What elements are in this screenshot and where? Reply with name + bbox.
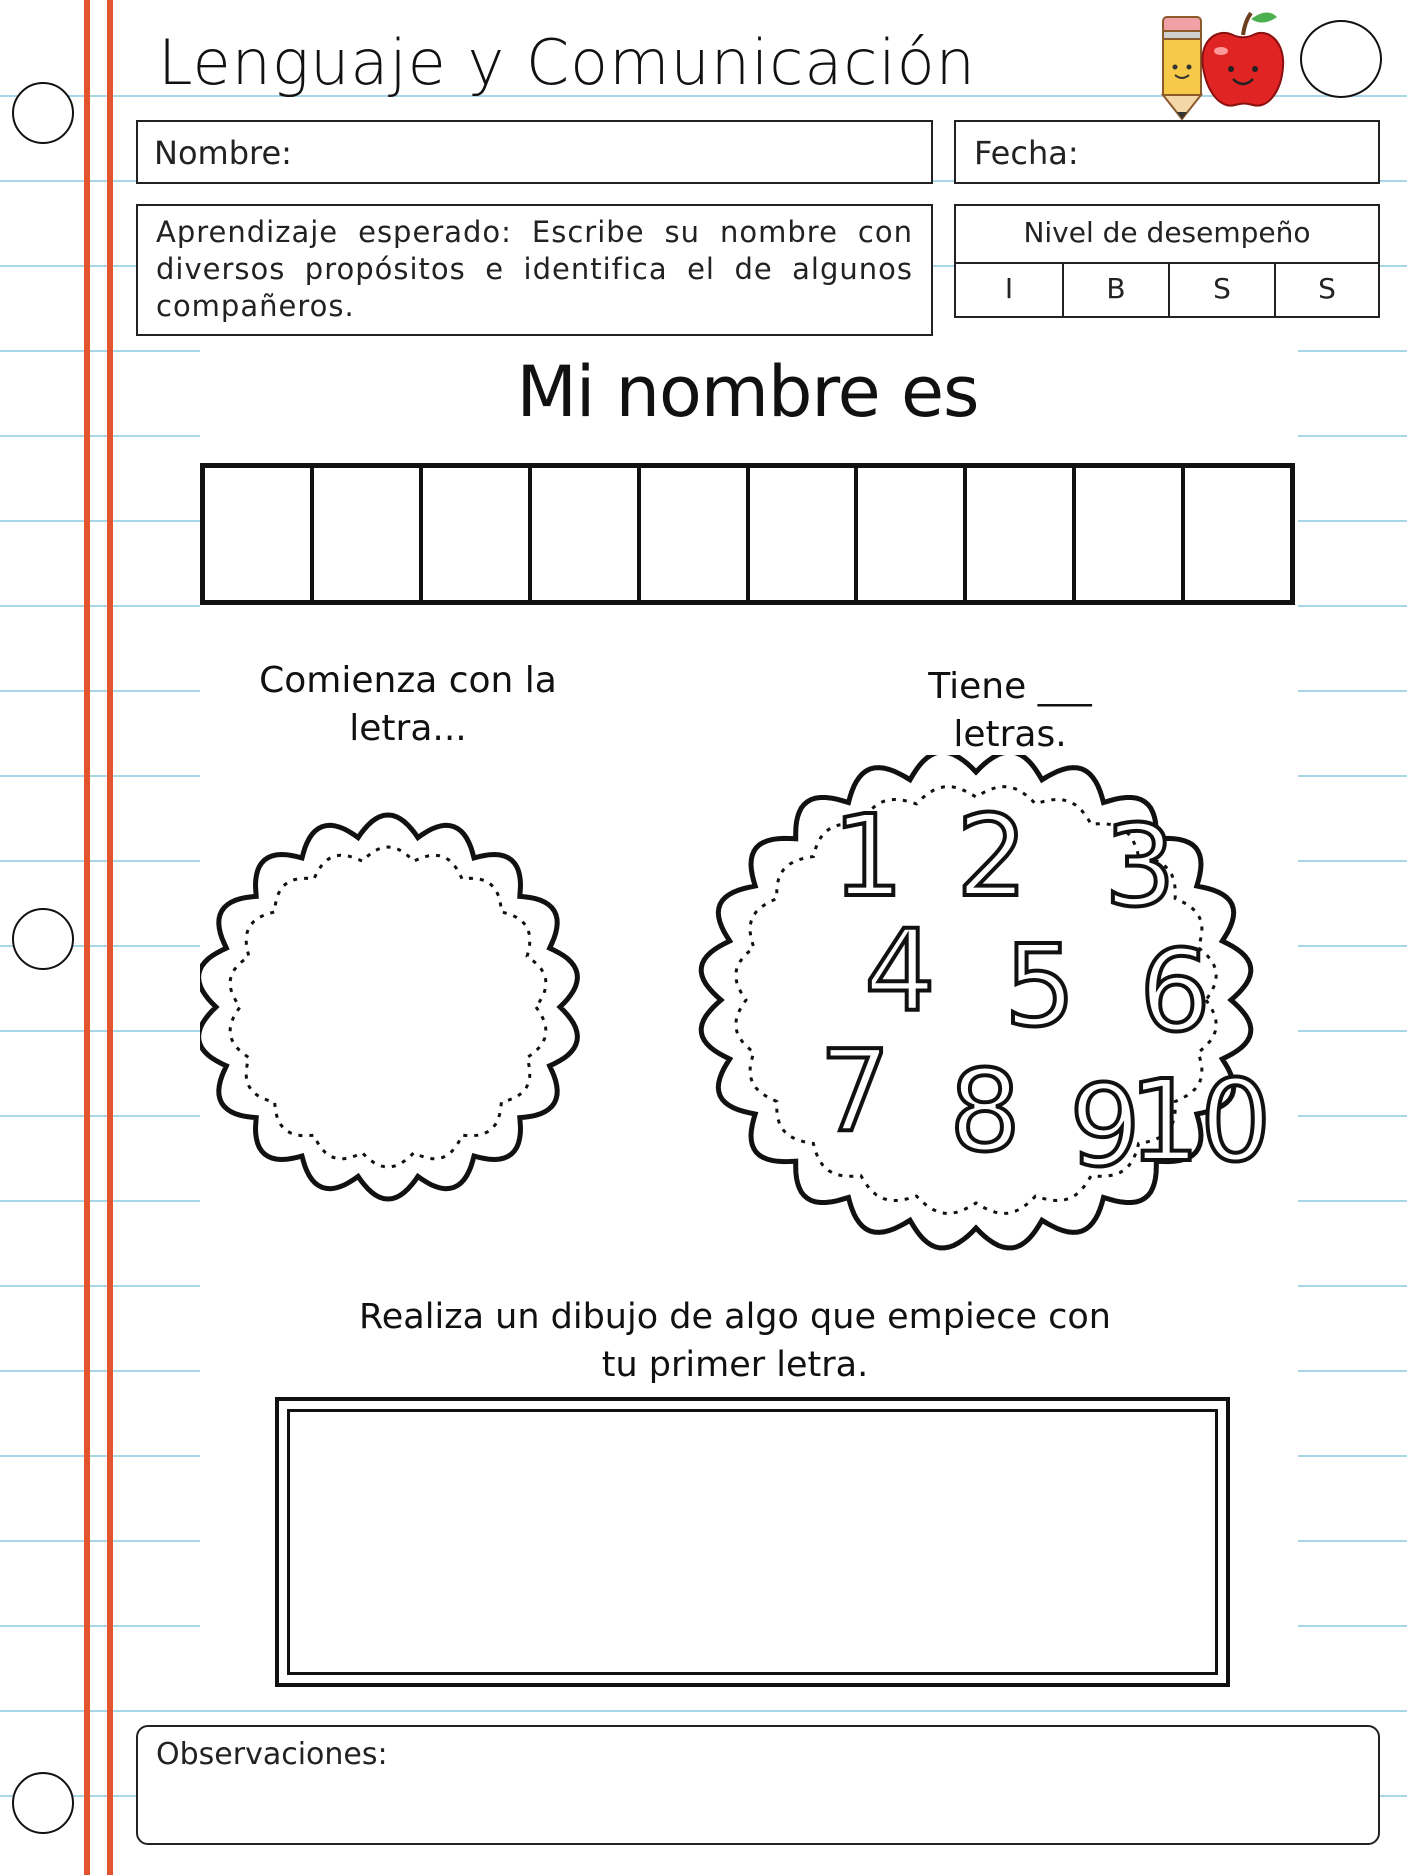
- name-label: Nombre:: [154, 134, 292, 172]
- letter-box[interactable]: [750, 468, 859, 600]
- number-8[interactable]: 8: [949, 1047, 1021, 1177]
- letter-box[interactable]: [1076, 468, 1185, 600]
- name-field[interactable]: [136, 120, 933, 184]
- drawing-box[interactable]: [275, 1397, 1230, 1687]
- starts-with-line1: Comienza con la: [259, 660, 557, 701]
- letter-count-line1: Tiene ___: [928, 666, 1092, 707]
- letter-box[interactable]: [205, 468, 314, 600]
- letter-box[interactable]: [967, 468, 1076, 600]
- worksheet: [200, 345, 1298, 1703]
- corner-circle: [1300, 20, 1382, 98]
- number-7[interactable]: 7: [819, 1027, 891, 1157]
- letter-box[interactable]: [314, 468, 423, 600]
- observations-box[interactable]: [136, 1725, 1380, 1845]
- drawing-instruction-line1: Realiza un dibujo de algo que empiece con: [359, 1297, 1111, 1337]
- page-title: Lenguaje y Comunicación: [158, 26, 976, 99]
- letter-box[interactable]: [858, 468, 967, 600]
- punch-hole-middle: [12, 908, 74, 970]
- scalloped-frames: [200, 755, 1298, 1345]
- letter-count-line2: letras.: [953, 714, 1067, 755]
- punch-hole-top: [12, 82, 74, 144]
- level-cell-s1[interactable]: S: [1168, 262, 1274, 318]
- punch-hole-bottom: [12, 1772, 74, 1834]
- worksheet-title: Mi nombre es: [516, 351, 979, 433]
- name-letter-boxes: [200, 463, 1295, 605]
- level-cell-s2[interactable]: S: [1274, 262, 1378, 318]
- learning-goal-text: Aprendizaje esperado: Escribe su nombre con diversos propósitos e identifica el de algunos compañeros.: [156, 215, 913, 323]
- drawing-instruction-line2: tu primer letra.: [601, 1345, 869, 1385]
- letter-box[interactable]: [641, 468, 750, 600]
- number-2[interactable]: 2: [956, 792, 1028, 922]
- level-cell-b[interactable]: B: [1062, 262, 1168, 318]
- learning-goal-box: [136, 204, 933, 336]
- date-field[interactable]: [954, 120, 1380, 184]
- number-6[interactable]: 6: [1139, 927, 1211, 1057]
- scalloped-frame-letter: [200, 815, 577, 1199]
- starts-with-line2: letra...: [349, 708, 467, 749]
- margin-line-left: [84, 0, 90, 1875]
- pencil-apple-icon: [1155, 5, 1305, 120]
- apple-icon: [1202, 12, 1283, 105]
- drawing-instruction: [260, 1293, 1210, 1389]
- letter-count-label: [890, 663, 1130, 759]
- observations-label: Observaciones:: [156, 1737, 388, 1772]
- performance-level-table: [954, 204, 1380, 318]
- letter-box[interactable]: [423, 468, 532, 600]
- ruled-line: [0, 1710, 1407, 1712]
- drawing-box-inner-border: [287, 1409, 1218, 1675]
- level-cell-i[interactable]: I: [1004, 272, 1014, 305]
- date-label: Fecha:: [974, 134, 1079, 172]
- number-9[interactable]: 9: [1069, 1062, 1141, 1192]
- letter-box[interactable]: [532, 468, 641, 600]
- margin-line-right: [107, 0, 113, 1875]
- starts-with-label: [238, 657, 578, 753]
- performance-level-title: Nivel de desempeño: [956, 206, 1378, 264]
- letter-box[interactable]: [1185, 468, 1290, 600]
- number-1[interactable]: 1: [832, 792, 904, 922]
- number-5[interactable]: 5: [1004, 922, 1076, 1052]
- number-4[interactable]: 4: [864, 907, 936, 1037]
- number-10[interactable]: 10: [1128, 1057, 1272, 1187]
- number-3[interactable]: 3: [1104, 802, 1176, 932]
- pencil-icon: [1163, 17, 1201, 119]
